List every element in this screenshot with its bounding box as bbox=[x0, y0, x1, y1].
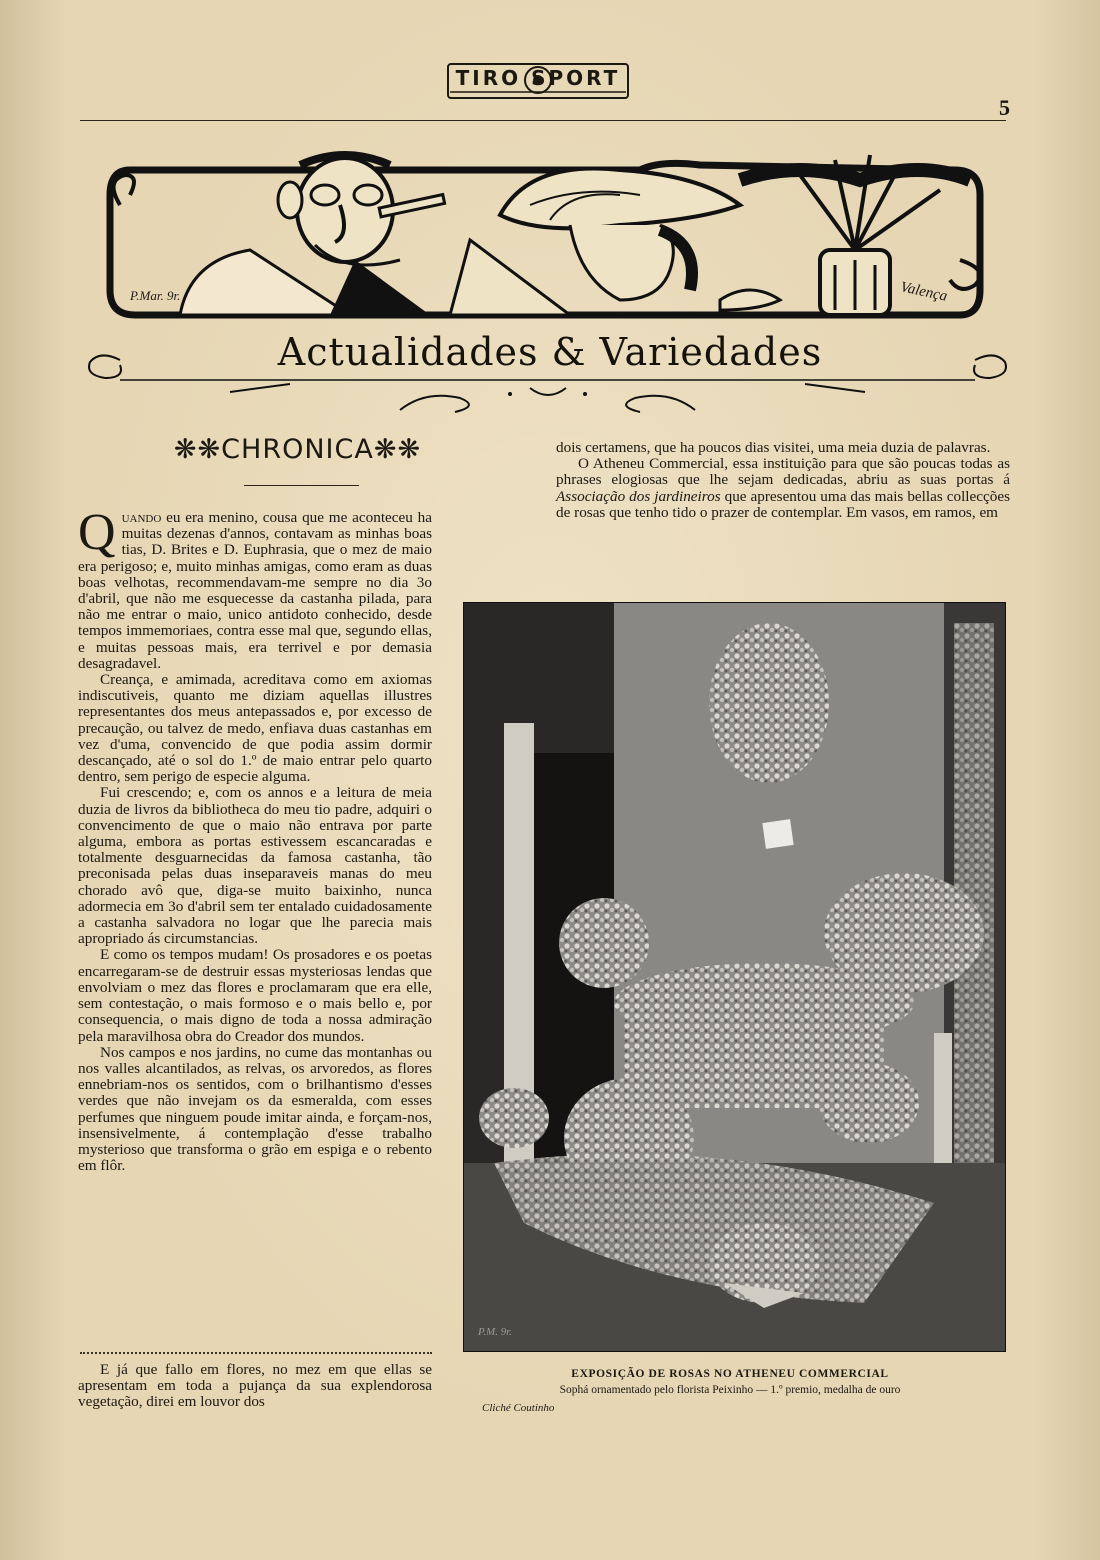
photo-signature: P.M. 9r. bbox=[478, 1326, 513, 1338]
paragraph: Fui crescendo; e, com os annos e a leitura de meia duzia de livros da bibliotheca do meu tio padre, adquiri o convencimento de que o maio não entrava por parte alguma, embora as portas estivessem escancaradas e totalmente desguarnecidas da famosa castanha, tão preconisada pelas duas inseparaveis manas do meu chorado avô que, diga-se muito baixinho, nunca adormecia em 3o d'abril sem ter entalado cuidadosamente a castanha salvadora no logar que lhe parecia mais apropriado ás circumstancias. bbox=[78, 784, 432, 948]
chronica-heading: ❋❋CHRONICA❋❋ bbox=[173, 434, 422, 465]
left-column-text bbox=[78, 504, 432, 1175]
dotted-separator bbox=[80, 1352, 432, 1354]
photo-caption-subtitle: Sophá ornamentado pelo florista Peixinho — 1.º premio, medalha de ouro bbox=[559, 1384, 901, 1396]
paragraph: E já que fallo em flores, no mez em que ellas se apresentam em toda a pujança da sua explendorosa vegetação, direi em louvor dos bbox=[78, 1361, 432, 1411]
header-rule bbox=[80, 120, 1006, 121]
left-column-text-end bbox=[78, 1362, 432, 1411]
paragraph-text: O Atheneu Commercial, essa instituição para que são poucas todas as phrases elogiosas que lhe sejam dedicadas, abriu as suas portas á bbox=[556, 455, 1010, 489]
masthead-title: TIRO SPORT bbox=[455, 66, 621, 90]
header-illustration bbox=[100, 150, 985, 325]
lead-word: uando bbox=[121, 509, 162, 526]
dropcap-letter: Q bbox=[78, 504, 116, 561]
paragraph-text: eu era menino, cousa que me aconteceu ha muitas dezenas d'annos, contavam as minhas boas tias, D. Brites e D. Euphrasia, que o mez de maio era perigoso; e, muito minhas amigas, como eram as duas boas velhotas, recommendavam-me sempre no dia 3o d'abril, que não me esquecesse da castanha pilada, para não me entrar o maio, unico antidoto conhecido, desde tempos immemoriaes, contra esse mal que, segundo ellas, e muitas pessoas mais, era terrivel e por demasia desagradavel. bbox=[78, 509, 432, 672]
paragraph: dois certamens, que ha poucos dias visitei, uma meia duzia de palavras. bbox=[556, 439, 991, 456]
photo-caption-title: EXPOSIÇÃO DE ROSAS NO ATHENEU COMMERCIAL bbox=[571, 1368, 889, 1380]
paragraph-text: que apresentou uma das mais bellas collecções de rosas que tenho tido o prazer de contemplar. Em vasos, em ramos, em bbox=[556, 487, 1010, 521]
illustrator-signature-left: P.Mar. 9r. bbox=[130, 288, 181, 303]
paragraph: E como os tempos mudam! Os prosadores e os poetas encarregaram-se de destruir essas mysteriosas lendas que envolviam o mez das flores e proclamaram que era elle, sem contestação, o mais formoso e o mais bello e, por consequencia, o mais digno de toda a nossa admiração pela maravilhosa obra do Creador dos mundos. bbox=[78, 946, 432, 1045]
right-column-text bbox=[556, 440, 1010, 521]
paragraph: Creança, e amimada, acreditava como em axiomas indiscutiveis, quanto me diziam aquellas illustres representantes dos meus antepassados e, por excesso de precaução, ou talvez de medo, enfiava duas castanhas em vez d'uma, convencido de que podia assim dormir descançado, até o sol do 1.º de maio entrar pelo quarto dentro, sem perigo de especie alguma. bbox=[78, 671, 432, 786]
association-name: Associação dos jardineiros bbox=[556, 487, 721, 505]
rose-exhibition-photo bbox=[463, 602, 1006, 1352]
section-title: Actualidades & Variedades bbox=[277, 330, 823, 374]
photo-cliche-credit: Cliché Coutinho bbox=[482, 1402, 555, 1414]
masthead-logo bbox=[446, 62, 630, 102]
chronica-rule bbox=[244, 485, 359, 486]
page-number: 5 bbox=[999, 95, 1010, 120]
paragraph bbox=[78, 504, 432, 672]
paragraph: Nos campos e nos jardins, no cume das montanhas ou nos valles alcantilados, as relvas, os arvoredos, as flores ennebriam-nos os sentidos, com o brilhantismo d'esses verdes que não invejam os da esmeralda, com esses perfumes que ninguem poude imitar ainda, e forçam-nos, insensivelmente, á contemplação d'esse trabalho mysterioso que transforma o grão em espiga e o rebento em flôr. bbox=[78, 1043, 432, 1175]
illustrator-signature-right: Valença bbox=[898, 279, 949, 305]
paragraph bbox=[556, 456, 1010, 521]
